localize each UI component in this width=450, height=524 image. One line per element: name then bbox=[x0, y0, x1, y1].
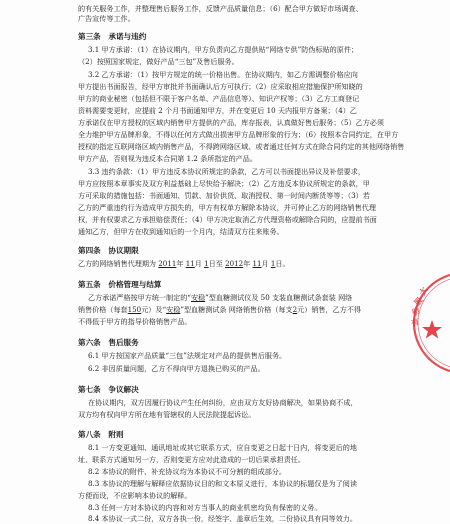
section-heading-6: 第六条 售后服务 bbox=[78, 338, 139, 347]
section-heading-3: 第三条 承诺与违约 bbox=[78, 32, 147, 41]
text-line: 3.1 甲方承诺：（1）在协议期内，甲方负责向乙方提供贴“网络专供”防伪标贴的原件； bbox=[88, 45, 359, 54]
start-month: 11 bbox=[185, 259, 195, 268]
text-line: 址、联系方式通知另一方，否则变更方应对此造成的一切后果承担责任。 bbox=[78, 455, 305, 464]
text-line: 授权的指定互联网络区域内销售产品，不得跨网络区域、或者通过任何方式在除合同约定的其他网络销售 bbox=[78, 142, 405, 151]
text-line: 甲方产品，否则视为违反本合同第 1.2 条所指定的产品。 bbox=[78, 154, 257, 163]
text-line: 6.2 非因质量问题，乙方不得向甲方退换已购买的产品。 bbox=[88, 364, 265, 373]
svg-text:份: 份 bbox=[410, 305, 422, 318]
term-line: 乙方的网络销售代理期为 2011年 11月 1日至 2012年 11月 1日。 bbox=[78, 259, 290, 268]
section-heading-7: 第七条 争议解决 bbox=[78, 385, 139, 394]
text-line: 8.1 一方变更通知、通讯地址或其它联系方式，应自变更之日起十日内，将变更后的地 bbox=[88, 443, 357, 452]
text-line: 3.2 乙方承诺：（1）按甲方规定的统一价格出售。在协议期内，如乙方需调整价格应向 bbox=[88, 70, 358, 79]
text-line: 通知乙方，但甲方在收到通知后的一个月内，结清双方往来账务。 bbox=[78, 227, 284, 236]
svg-text:股: 股 bbox=[412, 295, 425, 308]
start-year: 2011 bbox=[158, 259, 177, 268]
text-line: 在协议期内，双方因履行协议产生任何纠纷，应由双方友好协商解决，如果协商不成， bbox=[88, 398, 358, 407]
text-line: 8.4 本协议一式二份，双方各执一份，经签字、盖章后生效，二份协议具有同等效力。 bbox=[88, 514, 357, 523]
text-line: 甲方提出书面报告，经甲方审批并书面确认后方可执行；（2）应采取相应措施保护所知晓的 bbox=[78, 82, 363, 91]
text-line: 方可采取的措施包括：书面通知、罚款、加价供货、取消授权、第一时间内断货等等；（3）若 bbox=[78, 191, 370, 200]
section-heading-5: 第五条 价格管理与结算 bbox=[78, 280, 162, 289]
text-line: 方承诺仅在甲方授权的区域内销售甲方提供的产品，库存报表，认真做好售后服务；（5）乙方必须 bbox=[78, 118, 384, 127]
text-line: 资料需要变更时，应提前 2 个月书面通知甲方，并在变更后 10 天内报甲方备案；（4）乙 bbox=[78, 106, 357, 115]
company-seal-graphic bbox=[402, 268, 450, 378]
end-month: 11 bbox=[252, 259, 262, 268]
text-line: 广告宣传等工作。 bbox=[78, 14, 135, 23]
pricing-line: 乙方承诺严格按甲方统一制定的“安稳”型血糖测试仪及 50 支装血糖测试条套装 网络 bbox=[88, 293, 353, 302]
section-heading-8: 第八条 附则 bbox=[78, 430, 124, 439]
svg-text:大: 大 bbox=[417, 285, 430, 297]
text-line: 甲方应按照本章事实及双方利益基础上尽快给予解决；（2）乙方违反本协议所规定的条款，甲 bbox=[78, 179, 370, 188]
text-line: 乙方的严重违约行为造成甲方损失的，甲方有权单方解除本协议，并可停止乙方的网络销售代理 bbox=[78, 203, 376, 212]
end-year: 2012 bbox=[225, 259, 244, 268]
text-line: 的有关服务工作，并整理售后服务工作，反馈产品质量信息；（6）配合甲方做好市场调查、 bbox=[78, 4, 363, 13]
text-line: 权，并有权要求乙方承担赔偿责任；（4）甲方决定取消乙方代理资格或解除合同的，应提前书面 bbox=[78, 215, 377, 224]
text-line: 8.2 本协议的附件、补充协议均为本协议不可分割的组成部分。 bbox=[88, 467, 286, 476]
text-line: 甲方的商业秘密（包括但不限于客户名单、产品信息等）、知识产权等；（3）乙方工商登记 bbox=[78, 94, 360, 103]
text-line: 3.3 违约条款：（1）甲方违反本协议所规定的条款，乙方可以书面提出异议及补偿要求， bbox=[88, 167, 365, 176]
text-line: 6.1 甲方按国家产品质量“三包”法规定对产品的提供售后服务。 bbox=[88, 351, 287, 360]
end-day: 1 bbox=[270, 259, 276, 268]
text-line: 全力维护甲方品牌形象，不得以任何方式做出损害甲方品牌形象的行为；（6）按照本合同约定，在甲方 bbox=[78, 130, 399, 139]
svg-text:有: 有 bbox=[410, 317, 421, 328]
text-line: 8.3 任何一方对本协议的内容和对方当事人的商业机密均负有保密的义务。 bbox=[88, 503, 322, 512]
text-line: 双方均有权向甲方所在地有管辖权的人民法院提起诉讼。 bbox=[78, 410, 256, 419]
company-seal bbox=[402, 268, 450, 378]
text-line: 方便而设，不应影响本协议的解释。 bbox=[78, 491, 192, 500]
pricing-line: 销售价格（每套150元）及“安稳”型血糖测试条 网络销售价格（每支2元）销售，乙方不得 bbox=[78, 305, 361, 314]
text-line: 8.3 本协议的理解与解释应依据协议目的和文本原义进行，本协议的标题仅是为了阅读 bbox=[88, 479, 357, 488]
start-day: 1 bbox=[204, 259, 209, 268]
text-line: （2）按照国家规定，做好产品“三包”及售后服务。 bbox=[78, 57, 239, 66]
text-line: 不得低于甲方的指导价格销售产品。 bbox=[78, 317, 192, 326]
section-heading-4: 第四条 协议期限 bbox=[78, 246, 139, 255]
